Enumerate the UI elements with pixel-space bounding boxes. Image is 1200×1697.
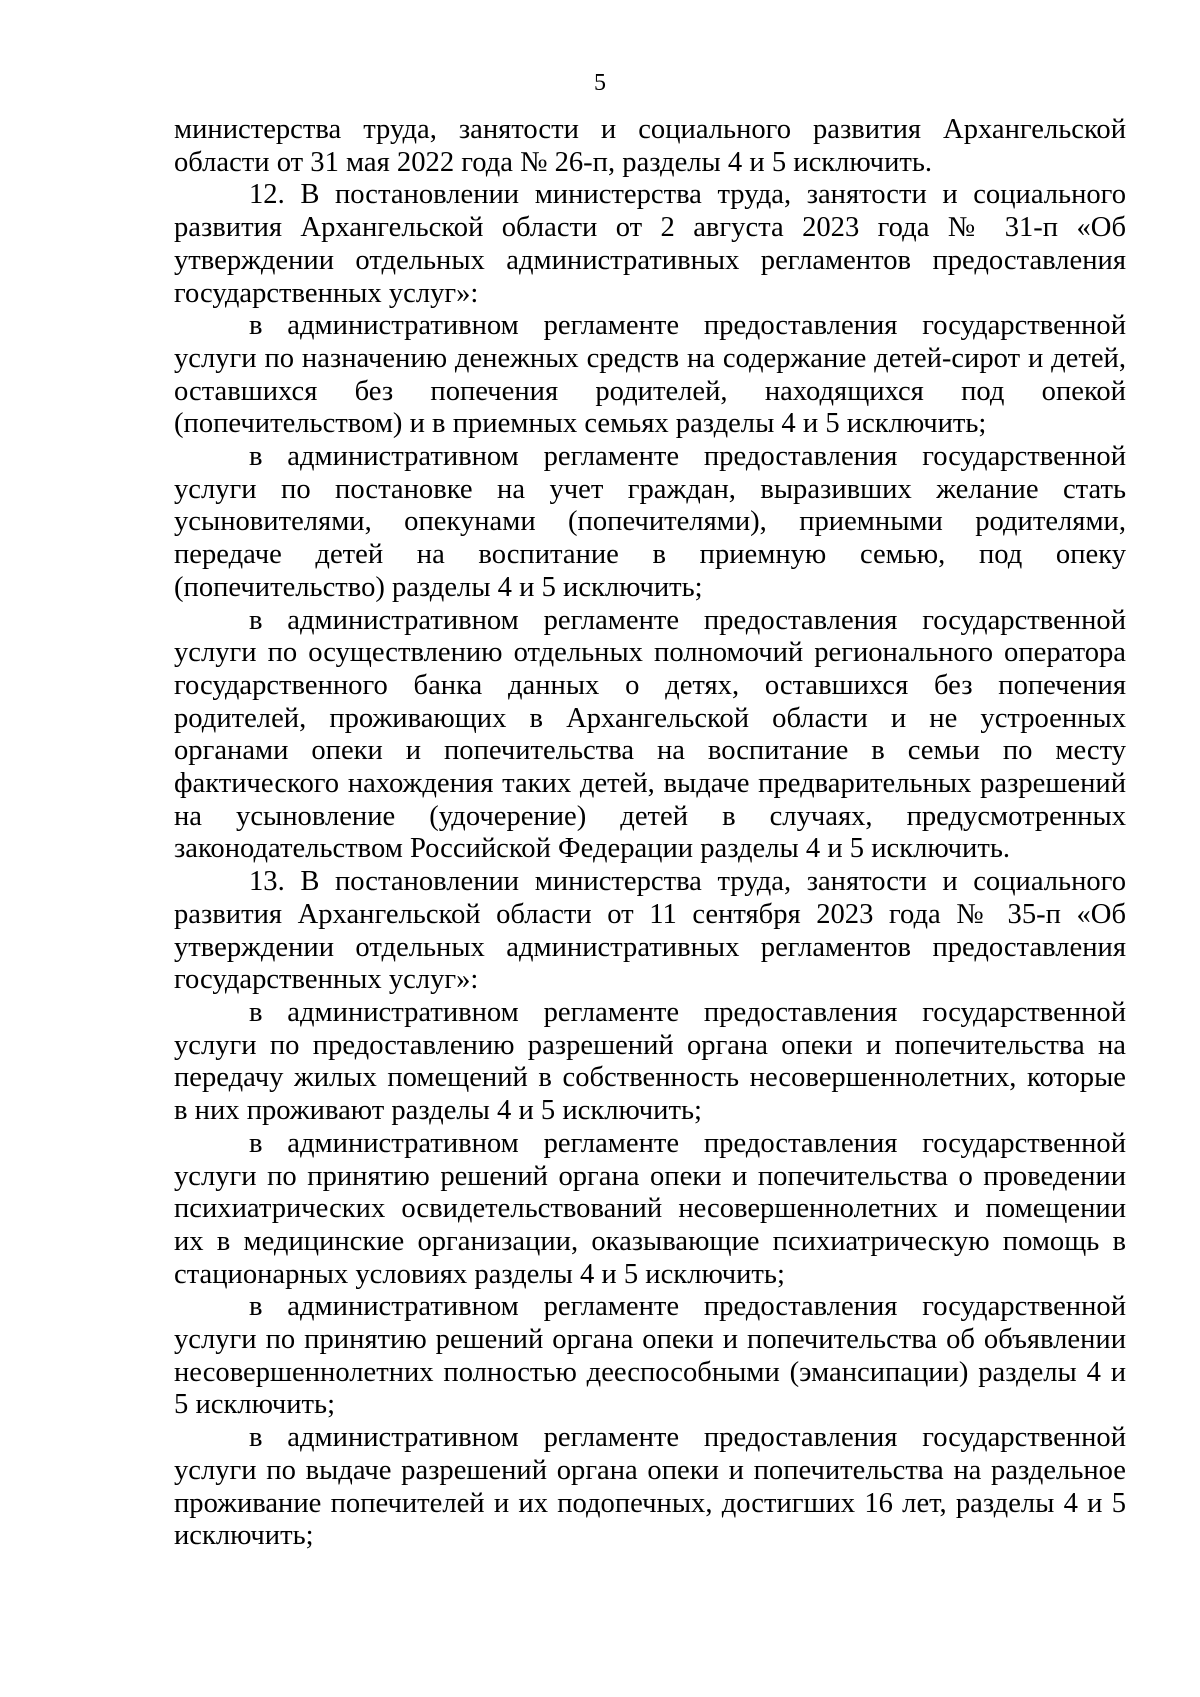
document-body — [174, 114, 1126, 1553]
paragraph-regulation-funds: в административном регламенте предоставления государственной услуги по назначению денежных средств на содержание детей-сирот и детей, оставшихся без попечения родителей, находящихся под опекой (попечительством) и в приемных семьях разделы 4 и 5 исключить; — [174, 310, 1126, 440]
page-number: 5 — [594, 70, 606, 96]
paragraph-continuation: министерства труда, занятости и социального развития Архангельской области от 31 мая 2022 года № 26-п, разделы 4 и 5 исключить. — [174, 114, 1126, 178]
paragraph-regulation-housing: в административном регламенте предоставления государственной услуги по предоставлению разрешений органа опеки и попечительства на передачу жилых помещений в собственность несовершеннолетних, которые в них проживают разделы 4 и 5 исключить; — [174, 996, 1126, 1127]
paragraph-regulation-psychiatric: в административном регламенте предоставления государственной услуги по принятию решений органа опеки и попечительства о проведении психиатрических освидетельствований несовершеннолетних и помещении их в медицинские организации, оказывающие психиатрическую помощь в стационарных условиях разделы 4 и 5 исключить; — [174, 1127, 1126, 1290]
paragraph-regulation-registration: в административном регламенте предоставления государственной услуги по постановке на учет граждан, выразивших желание стать усыновителями, опекунами (попечителями), приемными родителями, передаче детей на воспитание в приемную семью, под опеку (попечительство) разделы 4 и 5 исключить; — [174, 441, 1126, 603]
paragraph-item-12: 12. В постановлении министерства труда, занятости и социального развития Архангельской области от 2 августа 2023 года № 31-п «Об утверждении отдельных административных регламентов предоставления государственных услуг»: — [174, 179, 1126, 309]
paragraph-regulation-separate-residence: в административном регламенте предоставления государственной услуги по выдаче разрешений органа опеки и попечительства на раздельное проживание попечителей и их подопечных, достигших 16 лет, разделы 4 и 5 исключить; — [174, 1422, 1126, 1552]
paragraph-regulation-data-bank: в административном регламенте предоставления государственной услуги по осуществлению отдельных полномочий регионального оператора государственного банка данных о детях, оставшихся без попечения родителей, проживающих в Архангельской области и не устроенных органами опеки и попечительства на воспитание в семьи по месту фактического нахождения таких детей, выдаче предварительных разрешений на усыновление (удочерение) детей в случаях, предусмотренных законодательством Российской Федерации разделы 4 и 5 исключить. — [174, 604, 1126, 865]
paragraph-regulation-emancipation: в административном регламенте предоставления государственной услуги по принятию решений органа опеки и попечительства об объявлении несовершеннолетних полностью дееспособными (эмансипации) разделы 4 и 5 исключить; — [174, 1291, 1126, 1421]
paragraph-item-13: 13. В постановлении министерства труда, занятости и социального развития Архангельской области от 11 сентября 2023 года № 35-п «Об утверждении отдельных административных регламентов предоставления государственных услуг»: — [174, 866, 1126, 996]
